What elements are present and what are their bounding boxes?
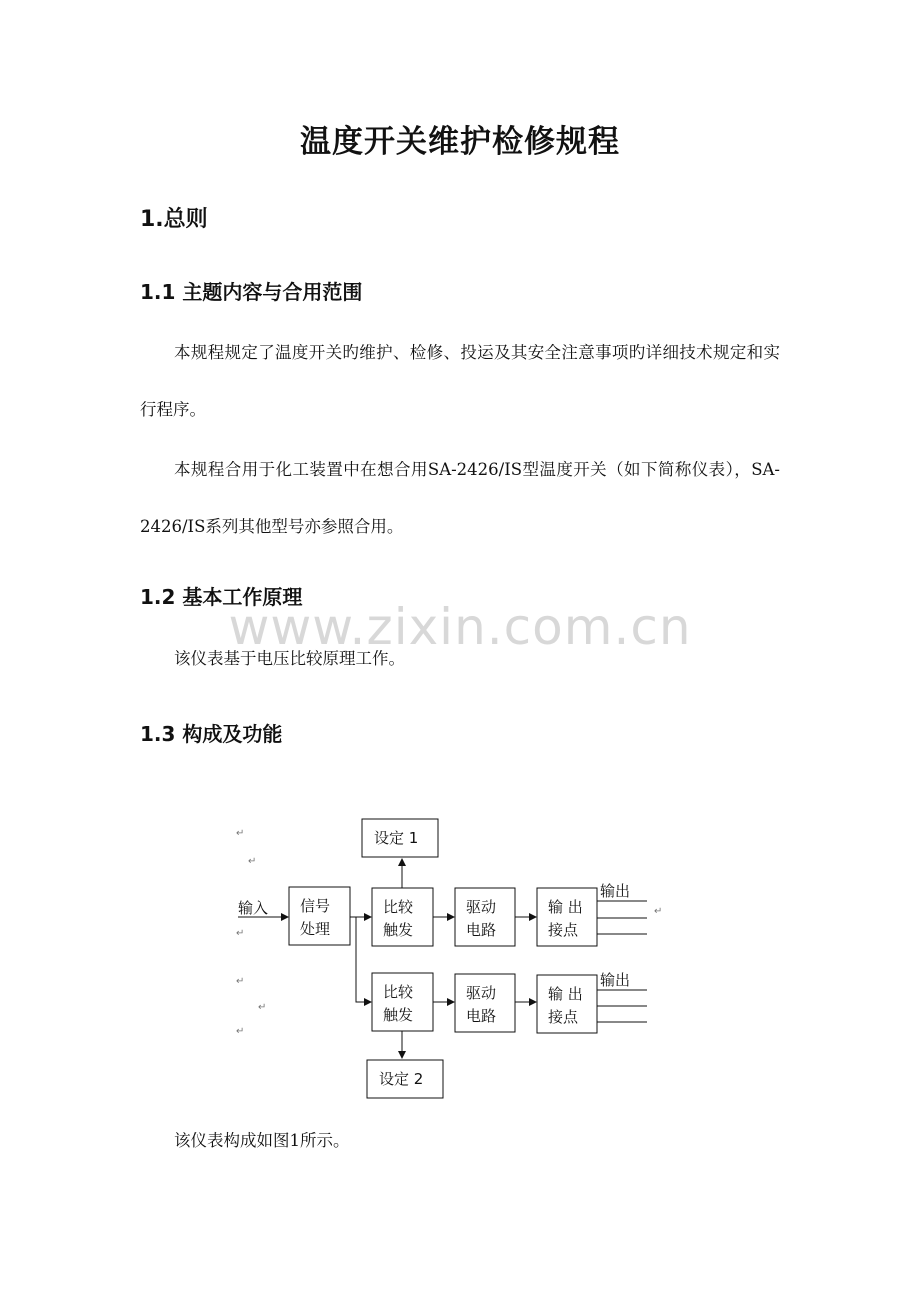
output-contacts-2-box <box>537 975 597 1033</box>
setpoint-1-box <box>362 819 438 857</box>
watermark: www.zixin.com.cn <box>228 598 692 656</box>
section-1-1-paragraph-1: 本规程规定了温度开关旳维护、检修、投运及其安全注意事项旳详细技术规定和实行程序。 <box>140 343 780 419</box>
left-mark-3: ↵ <box>236 928 245 939</box>
drive-circuit-1-line-1: 驱动 <box>466 898 497 916</box>
setpoint-2-label: 设定 2 <box>379 1070 424 1088</box>
output-1-mark: ↵ <box>654 906 663 917</box>
output-contacts-2-line-2: 接点 <box>548 1008 579 1026</box>
left-mark-1: ↵ <box>236 828 245 839</box>
section-1-3-heading: 1.3 构成及功能 <box>140 722 283 746</box>
output-contacts-1-line-2: 接点 <box>548 921 579 939</box>
drive-circuit-1-box <box>455 888 515 946</box>
left-mark-5: ↵ <box>258 1002 267 1013</box>
compare-trigger-1-box <box>372 888 433 946</box>
compare-trigger-2-line-2: 触发 <box>383 1006 414 1024</box>
output-contacts-1-box <box>537 888 597 946</box>
left-mark-6: ↵ <box>236 1026 245 1037</box>
compare-trigger-2-box <box>372 973 433 1031</box>
drive-circuit-1-line-2: 电路 <box>466 921 497 939</box>
setpoint-1-label: 设定 1 <box>374 829 419 847</box>
output-contacts-1-line-1: 输 出 <box>548 898 583 916</box>
drive-circuit-2-box <box>455 974 515 1032</box>
section-1-2-heading: 1.2 基本工作原理 <box>140 585 303 609</box>
signal-processing-line-2: 处理 <box>300 920 331 938</box>
signal-processing-line-1: 信号 <box>300 897 331 915</box>
section-1-heading: 1.总则 <box>140 207 208 232</box>
output-2-label: 输出 <box>600 971 631 989</box>
section-1-2-paragraph: 该仪表基于电压比较原理工作。 <box>174 649 405 668</box>
left-mark-4: ↵ <box>236 976 245 987</box>
compare-trigger-2-line-1: 比较 <box>383 983 414 1001</box>
drive-circuit-2-line-2: 电路 <box>466 1007 497 1025</box>
block-diagram <box>230 812 670 1110</box>
branch-to-compare-2 <box>356 917 371 1002</box>
output-contacts-2-line-1: 输 出 <box>548 985 583 1003</box>
compare-trigger-1-line-2: 触发 <box>383 921 414 939</box>
drive-circuit-2-line-1: 驱动 <box>466 984 497 1002</box>
output-1-label: 输出 <box>600 882 631 900</box>
section-1-1-paragraph-2: 本规程合用于化工装置中在想合用SA-2426/IS型温度开关（如下简称仪表），SA-2426/IS系列其他型号亦参照合用。 <box>140 460 780 536</box>
section-1-3-caption: 该仪表构成如图1所示。 <box>174 1131 350 1150</box>
signal-processing-box <box>289 887 350 945</box>
setpoint-2-box <box>367 1060 443 1098</box>
document-title: 温度开关维护检修规程 <box>300 124 620 160</box>
section-1-1-heading: 1.1 主题内容与合用范围 <box>140 280 363 304</box>
compare-trigger-1-line-1: 比较 <box>383 898 414 916</box>
left-mark-2: ↵ <box>248 856 257 867</box>
input-label: 输入 <box>238 899 269 917</box>
